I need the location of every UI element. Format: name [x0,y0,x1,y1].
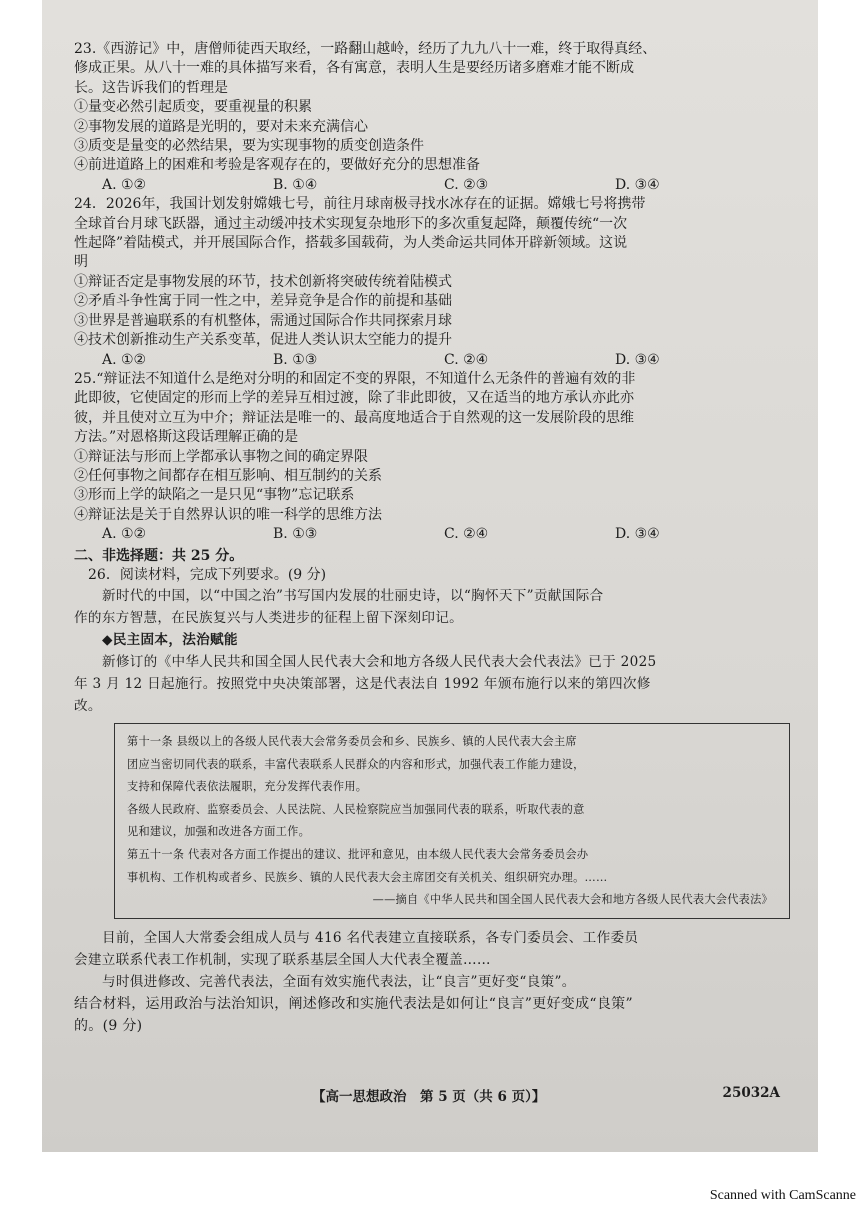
scanner-watermark: Scanned with CamScanne [709,1188,856,1203]
q24-item-3: ③世界是普遍联系的有机整体，需通过国际合作共同探索月球 [74,312,452,329]
q23-option-b: B. ①④ [273,176,318,193]
q25-stem-3: 彼，并且使对立互为中介；辩证法是唯一的、最高度地适合于自然观的这一发展阶段的思维 [74,409,634,426]
q26-p1-1: 新修订的《中华人民共和国全国人民代表大会和地方各级人民代表大会代表法》已于 2025 [102,653,657,670]
q23-option-d: D. ③④ [615,176,660,193]
q24-stem-3: 性起降”着陆模式，并开展国际合作，搭载多国载荷，为人类命运共同体开辟新领域。这说 [74,235,628,252]
question-26 [74,566,798,1037]
section-heading: 二、非选择题：共 25 分。 [74,547,244,564]
q26-p2-2: 会建立联系代表工作机制，实现了联系基层全国人大代表全覆盖…… [74,951,491,968]
law-excerpt-line: 事机构、工作机构或者乡、民族乡、镇的人民代表大会主席团交有关机关、组织研究办理。…… [127,870,608,884]
q23-item-1: ①量变必然引起质变，要重视量的积累 [74,99,312,116]
q26-p3: 与时俱进修改、完善代表法，全面有效实施代表法，让“良言”更好变“良策”。 [102,973,576,990]
law-excerpt-line: 团应当密切同代表的联系，丰富代表联系人民群众的内容和形式，加强代表工作能力建设， [127,757,585,771]
q26-task-2: 的。(9 分) [74,1017,143,1034]
q25-item-4: ④辩证法是关于自然界认识的唯一科学的思维方法 [74,506,382,523]
q24-options [74,351,798,370]
q24-option-c: C. ②④ [444,351,489,368]
law-excerpt-source: ——摘自《中华人民共和国全国人民代表大会和地方各级人民代表大会代表法》 [372,893,773,907]
q25-item-2: ②任何事物之间都存在相互影响、相互制约的关系 [74,467,382,484]
q26-subhead: ◆民主固本，法治赋能 [102,631,238,648]
q23-option-a: A. ①② [102,176,147,193]
footer-page-title: 【高一思想政治 第 5 页（共 6 页）】 [312,1089,546,1105]
law-excerpt-line: 支持和保障代表依法履职，充分发挥代表作用。 [127,780,368,794]
law-excerpt-box [114,723,790,919]
q24-item-4: ④技术创新推动生产关系变革，促进人类认识太空能力的提升 [74,332,452,349]
q25-stem-1: 25.“辩证法不知道什么是绝对分明的和固定不变的界限，不知道什么无条件的普遍有效的非 [74,370,636,387]
q24-option-d: D. ③④ [615,351,660,368]
q26-p1-3: 改。 [74,697,102,714]
law-excerpt-line: 各级人民政府、监察委员会、人民法院、人民检察院应当加强同代表的联系，听取代表的意 [127,802,585,816]
q26-intro-2: 作的东方智慧，在民族复兴与人类进步的征程上留下深刻印记。 [74,609,464,626]
footer-exam-code: 25032A [722,1085,780,1101]
q24-item-2: ②矛盾斗争性寓于同一性之中，差异竞争是合作的前提和基础 [74,293,452,310]
q25-option-b: B. ①③ [273,526,318,543]
q25-stem-2: 此即彼，它使固定的形而上学的差异互相过渡，除了非此即彼，又在适当的地方承认亦此亦 [74,390,634,407]
q23-stem-2: 修成正果。从八十一难的具体描写来看，各有寓意，表明人生是要经历诸多磨难才能不断成 [74,60,634,77]
q26-p2-1: 目前，全国人大常委会组成人员与 416 名代表建立直接联系，各专门委员会、工作委员 [102,929,639,946]
q25-item-3: ③形而上学的缺陷之一是只见“事物”忘记联系 [74,487,355,504]
q25-stem-4: 方法。”对恩格斯这段话理解正确的是 [74,429,299,446]
q26-task-1: 结合材料，运用政治与法治知识，阐述修改和实施代表法是如何让“良言”更好变成“良策” [74,995,633,1012]
q25-option-c: C. ②④ [444,526,489,543]
q23-stem-1: 23.《西游记》中，唐僧师徒西天取经，一路翻山越岭，经历了九九八十一难，终于取得真经、 [74,41,657,57]
question-25 [74,370,798,545]
question-23 [74,40,798,195]
q23-item-2: ②事物发展的道路是光明的，要对未来充满信心 [74,118,368,135]
q24-option-a: A. ①② [102,351,147,368]
q24-item-1: ①辩证否定是事物发展的环节，技术创新将突破传统着陆模式 [74,273,452,290]
exam-page [42,0,818,1152]
q24-stem-4: 明 [74,254,88,271]
q26-heading: 26．阅读材料，完成下列要求。(9 分) [88,566,327,583]
page-content [74,40,798,1037]
q24-option-b: B. ①③ [273,351,318,368]
q23-stem-3: 长。这告诉我们的哲理是 [74,79,228,96]
q23-item-3: ③质变是量变的必然结果，要为实现事物的质变创造条件 [74,138,424,155]
q24-stem-2: 全球首台月球飞跃器，通过主动缓冲技术实现复杂地形下的多次重复起降，颠覆传统“一次 [74,215,628,232]
law-excerpt-line: 见和建议，加强和改进各方面工作。 [127,825,311,839]
q24-stem-1: 24．2026年，我国计划发射嫦娥七号，前往月球南极寻找水冰存在的证据。嫦娥七号将携带 [74,196,646,213]
law-excerpt-line: 第十一条 县级以上的各级人民代表大会常务委员会和乡、民族乡、镇的人民代表大会主席 [127,734,577,748]
q26-intro-1: 新时代的中国，以“中国之治”书写国内发展的壮丽史诗，以“胸怀天下”贡献国际合 [102,587,604,604]
law-excerpt-line: 第五十一条 代表对各方面工作提出的建议、批评和意见，由本级人民代表大会常务委员会办 [127,847,589,861]
q23-option-c: C. ②③ [444,176,489,193]
q25-options [74,525,798,544]
q23-item-4: ④前进道路上的困难和考验是客观存在的，要做好充分的思想准备 [74,157,480,174]
q26-p1-2: 年 3 月 12 日起施行。按照党中央决策部署，这是代表法自 1992 年颁布施行以来的第四次修 [74,675,651,692]
q25-option-a: A. ①② [102,526,147,543]
q25-option-d: D. ③④ [615,526,660,543]
q25-item-1: ①辩证法与形而上学都承认事物之间的确定界限 [74,448,368,465]
q23-options [74,176,798,195]
question-24 [74,195,798,370]
